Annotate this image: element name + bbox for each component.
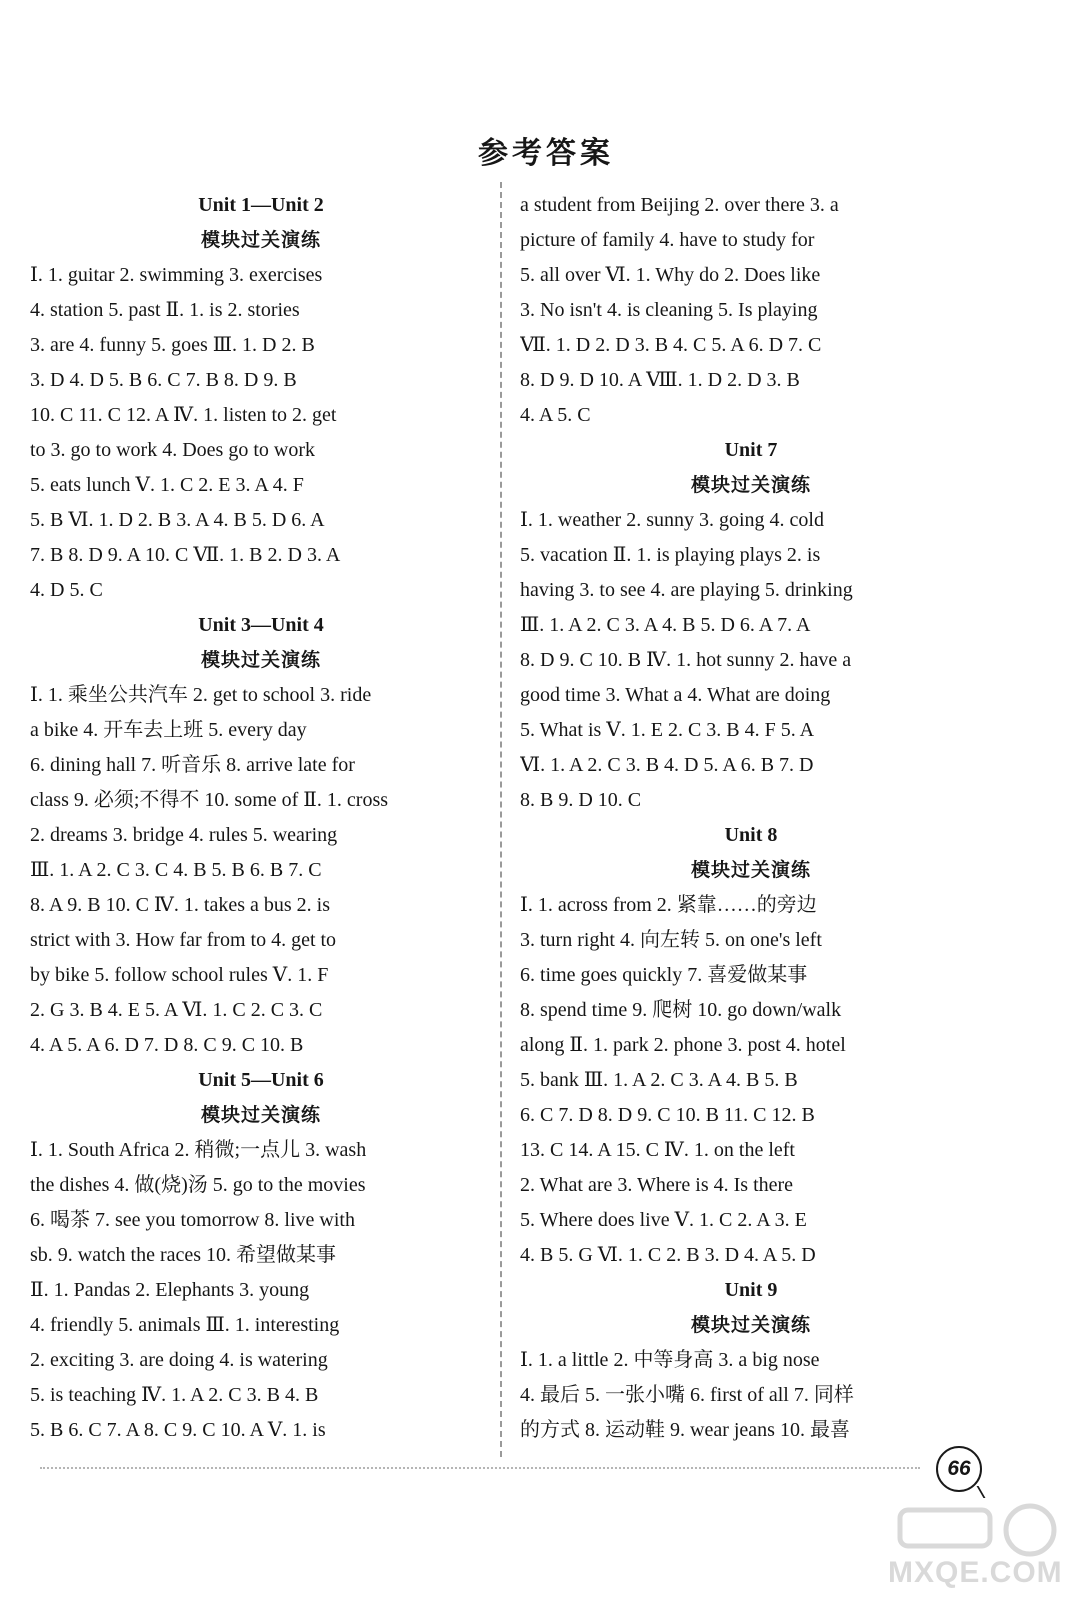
answer-line: 4. B 5. G Ⅵ. 1. C 2. B 3. D 4. A 5. D [520, 1244, 816, 1266]
answer-line: 5. Where does live Ⅴ. 1. C 2. A 3. E [520, 1209, 807, 1231]
answer-line: to 3. go to work 4. Does go to work [30, 439, 315, 461]
answer-line: Ⅲ. 1. A 2. C 3. C 4. B 5. B 6. B 7. C [30, 859, 322, 881]
section-heading: 模块过关演练 [200, 649, 321, 671]
answer-line: 4. A 5. C [520, 404, 591, 426]
answer-line: 2. dreams 3. bridge 4. rules 5. wearing [30, 824, 338, 846]
answer-line: sb. 9. watch the races 10. 希望做某事 [30, 1244, 337, 1266]
answer-line: 7. B 8. D 9. A 10. C Ⅶ. 1. B 2. D 3. A [30, 544, 341, 566]
answer-line: 8. D 9. C 10. B Ⅳ. 1. hot sunny 2. have a [520, 649, 852, 671]
answer-line: 5. is teaching Ⅳ. 1. A 2. C 3. B 4. B [30, 1384, 319, 1406]
answer-line: 4. station 5. past Ⅱ. 1. is 2. stories [30, 299, 300, 321]
answer-line: 10. C 11. C 12. A Ⅳ. 1. listen to 2. get [30, 404, 337, 426]
answer-line: Ⅵ. 1. A 2. C 3. B 4. D 5. A 6. B 7. D [520, 754, 814, 776]
answer-column-right [520, 188, 982, 1448]
answer-line: 3. are 4. funny 5. goes Ⅲ. 1. D 2. B [30, 334, 315, 356]
column-divider [500, 182, 502, 1457]
answer-line: Ⅰ. 1. South Africa 2. 稍微;一点儿 3. wash [30, 1139, 367, 1161]
answer-line: picture of family 4. have to study for [520, 229, 815, 251]
answer-line: 2. G 3. B 4. E 5. A Ⅵ. 1. C 2. C 3. C [30, 999, 323, 1021]
answer-line: strict with 3. How far from to 4. get to [30, 929, 337, 951]
answer-line: 4. A 5. A 6. D 7. D 8. C 9. C 10. B [30, 1034, 304, 1056]
page-title: 参考答案 [478, 136, 614, 171]
answer-line: Ⅰ. 1. weather 2. sunny 3. going 4. cold [520, 509, 824, 531]
unit-heading: Unit 8 [724, 824, 778, 846]
answer-line: 5. B Ⅵ. 1. D 2. B 3. A 4. B 5. D 6. A [30, 509, 325, 531]
answer-line: a student from Beijing 2. over there 3. a [520, 194, 839, 216]
answer-line: 6. time goes quickly 7. 喜爱做某事 [520, 964, 808, 986]
answer-line: 3. turn right 4. 向左转 5. on one's left [520, 929, 822, 951]
answer-line: 6. C 7. D 8. D 9. C 10. B 11. C 12. B [520, 1104, 815, 1126]
answer-line: 5. all over Ⅵ. 1. Why do 2. Does like [520, 264, 821, 286]
section-heading: 模块过关演练 [200, 229, 321, 251]
answer-line: 13. C 14. A 15. C Ⅳ. 1. on the left [520, 1139, 795, 1161]
answer-line: 6. 喝茶 7. see you tomorrow 8. live with [30, 1209, 355, 1231]
answer-line: Ⅲ. 1. A 2. C 3. A 4. B 5. D 6. A 7. A [520, 614, 811, 636]
answer-line: 4. D 5. C [30, 579, 103, 601]
section-heading: 模块过关演练 [690, 1314, 811, 1336]
answer-line: 5. B 6. C 7. A 8. C 9. C 10. A Ⅴ. 1. is [30, 1419, 326, 1441]
section-heading: 模块过关演练 [690, 474, 811, 496]
answer-line: Ⅰ. 1. guitar 2. swimming 3. exercises [30, 264, 323, 286]
answer-line: 4. friendly 5. animals Ⅲ. 1. interesting [30, 1314, 340, 1336]
watermark-logo [880, 1500, 1080, 1590]
section-heading: 模块过关演练 [690, 859, 811, 881]
page-number: 66 [936, 1446, 982, 1492]
answer-line: along Ⅱ. 1. park 2. phone 3. post 4. hotel [520, 1034, 846, 1056]
answer-line: 8. spend time 9. 爬树 10. go down/walk [520, 999, 842, 1021]
answer-line: class 9. 必须;不得不 10. some of Ⅱ. 1. cross [30, 789, 389, 811]
answer-line: Ⅶ. 1. D 2. D 3. B 4. C 5. A 6. D 7. C [520, 334, 822, 356]
answer-line: 3. No isn't 4. is cleaning 5. Is playing [520, 299, 818, 321]
answer-line: 8. A 9. B 10. C Ⅳ. 1. takes a bus 2. is [30, 894, 330, 916]
unit-heading: Unit 9 [724, 1279, 778, 1301]
answer-line: 8. B 9. D 10. C [520, 789, 642, 811]
answer-line: Ⅰ. 1. a little 2. 中等身高 3. a big nose [520, 1349, 820, 1371]
unit-heading: Unit 3—Unit 4 [198, 614, 324, 636]
answer-line: 2. What are 3. Where is 4. Is there [520, 1174, 794, 1196]
unit-heading: Unit 5—Unit 6 [198, 1069, 324, 1091]
answer-line: 5. eats lunch Ⅴ. 1. C 2. E 3. A 4. F [30, 474, 304, 496]
answer-line: 8. D 9. D 10. A Ⅷ. 1. D 2. D 3. B [520, 369, 800, 391]
answer-line: a bike 4. 开车去上班 5. every day [30, 719, 307, 741]
answer-line: 4. 最后 5. 一张小嘴 6. first of all 7. 同样 [520, 1384, 854, 1406]
answer-line: 3. D 4. D 5. B 6. C 7. B 8. D 9. B [30, 369, 297, 391]
page-number-tail-icon [959, 1486, 986, 1498]
answer-line: 的方式 8. 运动鞋 9. wear jeans 10. 最喜 [520, 1419, 850, 1441]
answer-line: 6. dining hall 7. 听音乐 8. arrive late for [30, 754, 355, 776]
answer-line: 5. What is Ⅴ. 1. E 2. C 3. B 4. F 5. A [520, 719, 815, 741]
answer-line: Ⅱ. 1. Pandas 2. Elephants 3. young [30, 1279, 310, 1301]
answer-line: Ⅰ. 1. across from 2. 紧靠……的旁边 [520, 894, 817, 916]
watermark-text: MXQE.COM [888, 1556, 1063, 1589]
answer-line: 5. vacation Ⅱ. 1. is playing plays 2. is [520, 544, 821, 566]
answer-line: the dishes 4. 做(烧)汤 5. go to the movies [30, 1174, 366, 1196]
answer-line: Ⅰ. 1. 乘坐公共汽车 2. get to school 3. ride [30, 684, 372, 706]
answer-line: 5. bank Ⅲ. 1. A 2. C 3. A 4. B 5. B [520, 1069, 798, 1091]
footer-rule [40, 1467, 920, 1469]
unit-heading: Unit 7 [724, 439, 778, 461]
section-heading: 模块过关演练 [200, 1104, 321, 1126]
answer-column-left [30, 188, 492, 1448]
answer-line: good time 3. What a 4. What are doing [520, 684, 831, 706]
answer-line: 2. exciting 3. are doing 4. is watering [30, 1349, 328, 1371]
unit-heading: Unit 1—Unit 2 [198, 194, 324, 216]
answer-line: having 3. to see 4. are playing 5. drinking [520, 579, 853, 601]
answer-line: by bike 5. follow school rules Ⅴ. 1. F [30, 964, 329, 986]
